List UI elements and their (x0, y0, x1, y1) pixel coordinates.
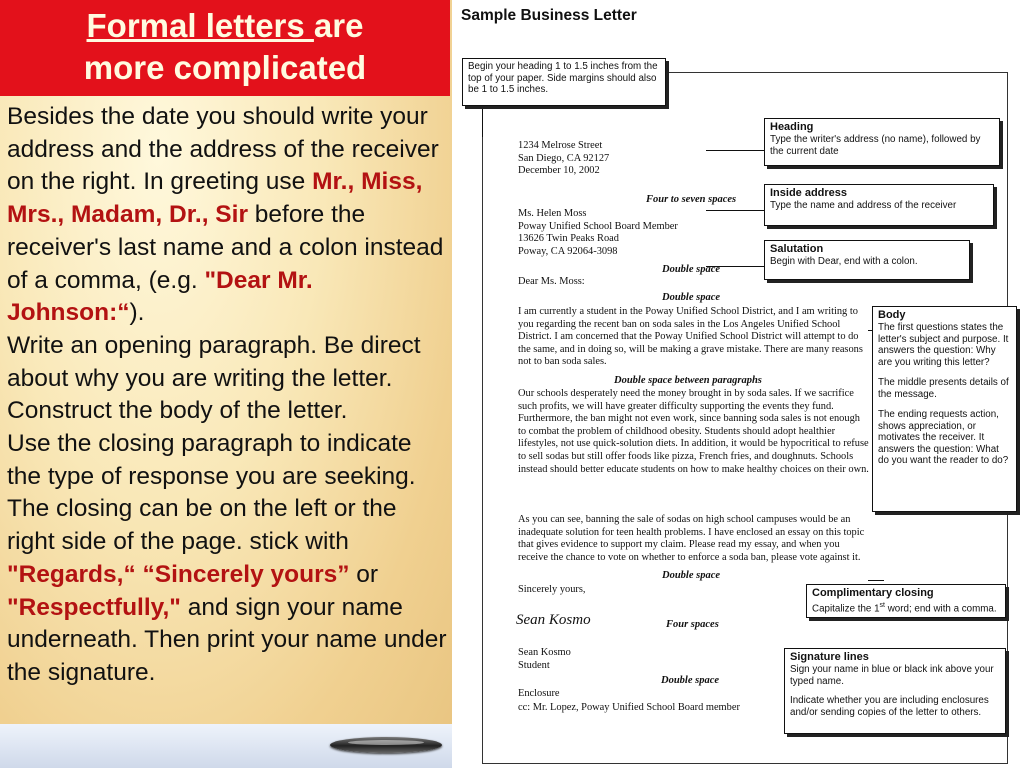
connector-line (482, 107, 483, 137)
inside-address-note-text: Type the name and address of the receiver (770, 200, 957, 211)
connector-line (706, 150, 764, 151)
inside-address-note-title: Inside address (770, 187, 848, 199)
paragraph-1: I am currently a student in the Poway Unified School District, and I am writing to you regarding the recent ban on soda sales in the Los Angeles Unified School District. I am concerned that the Poway Unified School District will attempt to do the same, and in doing so, will be making a grave mistake. There are many reasons not to ban soda sales. (518, 306, 863, 368)
writer-address-line: 1234 Melrose Street (518, 140, 603, 151)
heading-note-title: Heading (770, 121, 814, 133)
title-line2: more complicated (83, 49, 367, 86)
receiver-address-line: Poway, CA 92064-3098 (518, 245, 618, 257)
spacing-label: Double space (662, 570, 721, 581)
slide-title-box (0, 0, 450, 96)
body-text-segment: and sign your name underneath. Then print your name under the signature. (7, 593, 447, 686)
slide-body-text (7, 101, 447, 690)
receiver-address-line: 13626 Twin Peaks Road (518, 233, 619, 245)
connector-line (706, 210, 764, 211)
receiver-address-line: Poway Unified School Board Member (518, 220, 678, 232)
body-text-segment: or (349, 560, 379, 588)
salutation-note-text: Begin with Dear, end with a colon. (770, 256, 918, 267)
body-text-segment: ). (129, 299, 145, 327)
closing-text-sup: st (879, 602, 885, 609)
date-line: December 10, 2002 (518, 165, 600, 177)
spacing-label: Four to seven spaces (646, 194, 737, 205)
paragraph-3: As you can see, banning the sale of sodas on high school campuses would be an inadequate solution for teen health problems. I have enclosed an essay on this topic that gives evidence to support my claim. Please read my essay, and when you receive the chance to vote on whether to enforce a soda ban, please vote against it. (518, 514, 865, 563)
typed-title-line: Student (518, 659, 550, 671)
highlight-text: "Respectfully," (7, 593, 181, 621)
highlight-text: Mr., Miss, Mrs., Madam, Dr., Sir (7, 168, 423, 229)
highlight-text: "Dear Mr. Johnson:“ (7, 266, 313, 327)
closing-text-a: Capitalize the 1 (812, 603, 880, 615)
sample-letter-title: Sample Business Letter (461, 7, 637, 24)
spacing-label: Double space between paragraphs (614, 375, 762, 386)
spacing-label: Double space (662, 264, 721, 275)
signature-note-text-1: Sign your name in blue or black ink above your typed name. (790, 664, 994, 687)
salutation-note (764, 240, 970, 280)
connector-line (868, 580, 884, 581)
signature-note (784, 648, 1006, 734)
slide-text-panel (0, 0, 452, 768)
body-note-text-2: The middle presents details of the message. (878, 377, 1009, 400)
decorative-oval-icon (330, 737, 442, 753)
closing-note-title: Complimentary closing (812, 587, 934, 599)
closing-note-text (812, 600, 1000, 615)
body-text-segment: Write an opening paragraph. Be direct about why you are writing the letter. Construct the body of the letter. (7, 331, 421, 425)
body-text-segment: before the receiver's last name and a colon instead of a comma, (e.g. (7, 201, 444, 294)
body-note-text-3: The ending requests action, shows appreciation, or motivates the receiver. It answers the question: What do you want the reader to do? (878, 409, 1009, 466)
paragraph-2: Our schools desperately need the money brought in by soda sales. If we sacrifice such profits, we will have greater difficulty supporting the events they fund. Furthermore, the ban might not even work, since banning soda sales is not enough to combat the problem of childhood obesity. Students should adopt healthier lifestyles, not use quick-solution diets. In addition, it would be hypocritical to refuse to sell sodas but still offer foods like pizza, French fries, and doughnuts. Schools instead should better educate students on how to make healthy choices on their own. (518, 388, 869, 475)
spacing-label: Double space (662, 292, 721, 303)
writer-address-line: San Diego, CA 92127 (518, 152, 610, 164)
receiver-address (518, 208, 678, 258)
greeting: Dear Ms. Moss: (518, 276, 585, 287)
handwritten-signature: Sean Kosmo (516, 612, 591, 628)
heading-note (764, 118, 1000, 166)
spacing-label: Double space (661, 675, 720, 686)
body-note (872, 306, 1017, 512)
receiver-address-line: Ms. Helen Moss (518, 208, 587, 219)
signature-note-text-2: Indicate whether you are including enclosures and/or sending copies of the letter to others. (790, 695, 989, 718)
writer-address (518, 140, 609, 178)
closing-text-b: word; end with a comma. (884, 603, 997, 615)
sample-letter-panel (456, 0, 1024, 768)
closing-note (806, 584, 1006, 618)
body-note-title: Body (878, 309, 906, 321)
margins-note-text: Begin your heading 1 to 1.5 inches from the top of your paper. Side margins should also be 1 to 1.5 inches. (468, 61, 658, 95)
slide-title (0, 5, 450, 89)
salutation-note-title: Salutation (770, 243, 824, 255)
title-underlined: Formal letters (86, 7, 314, 44)
body-text-segment: Use the closing paragraph to indicate the type of response you are seeking. The closing can be on the left or the right side of the page. stick with (7, 430, 416, 556)
spacing-label: Four spaces (666, 619, 719, 630)
title-rest: are (313, 7, 364, 44)
margins-note (462, 58, 666, 106)
signature-note-title: Signature lines (790, 651, 869, 663)
highlight-text: "Regards,“ “Sincerely yours” (7, 560, 350, 588)
inside-address-note (764, 184, 994, 226)
body-note-text-1: The first questions states the letter's subject and purpose. It answers the question: Why are you writing this letter? (878, 322, 1009, 368)
cc-line: cc: Mr. Lopez, Poway Unified School Board member (518, 702, 740, 713)
typed-name (518, 647, 571, 672)
heading-note-text: Type the writer's address (no name), followed by the current date (770, 134, 981, 157)
typed-name-line: Sean Kosmo (518, 647, 571, 658)
body-text-segment: Besides the date you should write your address and the address of the receiver on the right. In greeting use (7, 103, 439, 196)
enclosure-line: Enclosure (518, 688, 560, 699)
complimentary-closing: Sincerely yours, (518, 584, 586, 595)
